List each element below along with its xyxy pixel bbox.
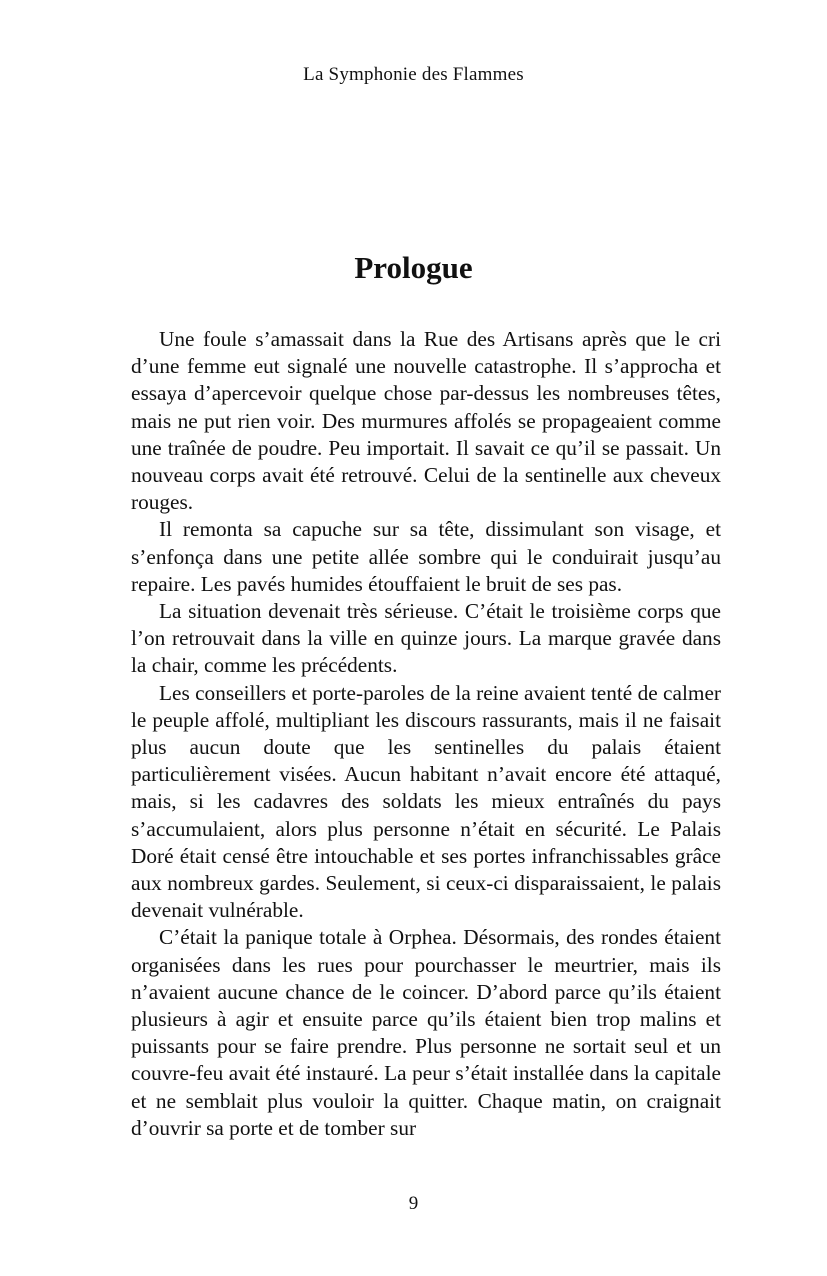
- paragraph: C’était la panique totale à Orphea. Désormais, des rondes étaient organisées dans les rues pour pourchasser le meurtrier, mais ils n’avaient aucune chance de le coincer. D’abord parce qu’ils étaient plusieurs à agir et ensuite parce qu’ils étaient bien trop malins et puissants pour se faire prendre. Plus personne ne sortait seul et un couvre-feu avait été instauré. La peur s’était installée dans la capitale et ne semblait plus vouloir la quitter. Chaque matin, on craignait d’ouvrir sa porte et de tomber sur: [131, 925, 721, 1140]
- running-header: La Symphonie des Flammes: [303, 64, 524, 85]
- body-text: [131, 326, 721, 1142]
- paragraph: Les conseillers et porte-paroles de la reine avaient tenté de calmer le peuple affolé, multipliant les discours rassurants, mais il ne faisait plus aucun doute que les sentinelles du palais étaient particulièrement visées. Aucun habitant n’avait encore été attaqué, mais, si les cadavres des soldats les mieux entraînés du pays s’accumulaient, alors plus personne n’était en sécurité. Le Palais Doré était censé être intouchable et ses portes infranchissables grâce aux nombreux gardes. Seulement, si ceux-ci disparaissaient, le palais devenait vulnérable.: [131, 680, 721, 923]
- chapter-title: Prologue: [354, 250, 473, 285]
- paragraph: La situation devenait très sérieuse. C’était le troisième corps que l’on retrouvait dans la ville en quinze jours. La marque gravée dans la chair, comme les précédents.: [131, 599, 721, 678]
- paragraph: Une foule s’amassait dans la Rue des Artisans après que le cri d’une femme eut signalé une nouvelle catastrophe. Il s’approcha et essaya d’apercevoir quelque chose par-dessus les nombreuses têtes, mais ne put rien voir. Des murmures affolés se propageaient comme une traînée de poudre. Peu importait. Il savait ce qu’il se passait. Un nouveau corps avait été retrouvé. Celui de la sentinelle aux cheveux rouges.: [131, 327, 721, 515]
- page-number: 9: [408, 1193, 419, 1214]
- paragraph: Il remonta sa capuche sur sa tête, dissimulant son visage, et s’enfonça dans une petite allée sombre qui le conduirait jusqu’au repaire. Les pavés humides étouffaient le bruit de ses pas.: [131, 517, 721, 596]
